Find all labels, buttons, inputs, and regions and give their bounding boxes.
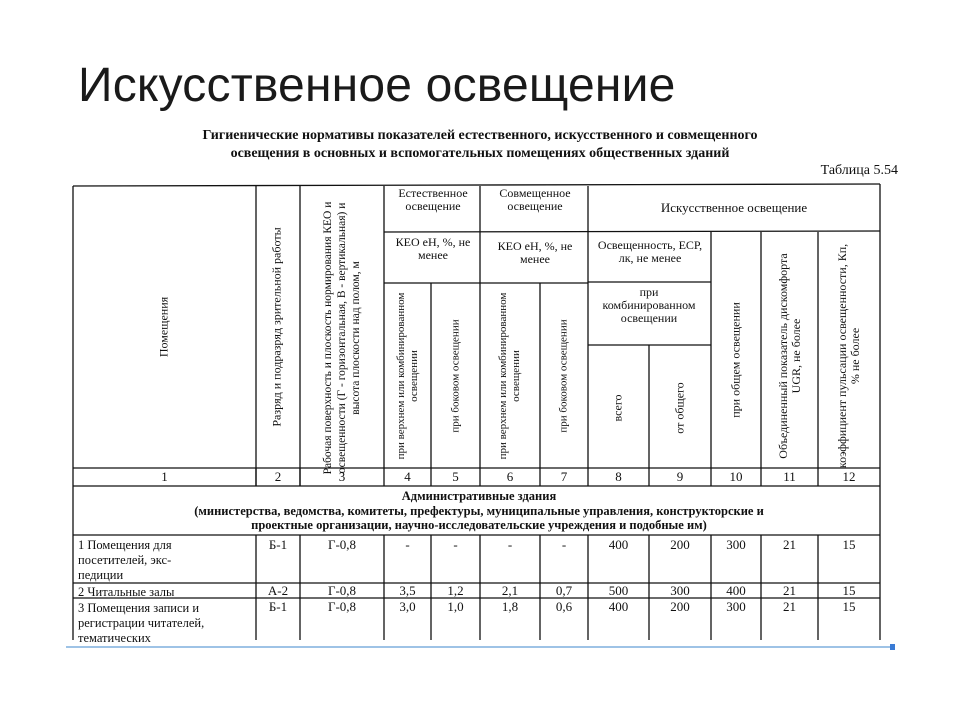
table-cell: А-2 bbox=[267, 583, 289, 598]
header-col12: коэффициент пульсации освещенности, Кп, % не более bbox=[835, 243, 862, 469]
table-cell: 300 bbox=[670, 583, 690, 598]
header-keo-combined: КЕО еН, %, не менее bbox=[497, 239, 573, 266]
header-keo-natural: КЕО еН, %, не менее bbox=[395, 235, 471, 262]
table-cell: 500 bbox=[608, 583, 629, 598]
table-cell: - bbox=[453, 537, 458, 552]
header-col11: Объединенный показатель дискомфорта UGR, не более bbox=[776, 253, 803, 459]
table-cell: 400 bbox=[608, 537, 629, 552]
col-number: 8 bbox=[615, 469, 622, 484]
header-illuminance: Освещенность, ЕСР, лк, не менее bbox=[597, 238, 703, 265]
table-cell: Г-0,8 bbox=[327, 599, 357, 614]
table-cell: - bbox=[507, 537, 513, 552]
row-label-line: 3 Помещения записи и bbox=[78, 601, 200, 615]
table-cell: 1,8 bbox=[501, 599, 519, 614]
header-col9: от общего bbox=[672, 382, 687, 434]
col-number: 7 bbox=[560, 469, 568, 484]
row-label-line: педиции bbox=[78, 568, 124, 582]
row-label-line: посетителей, экс- bbox=[78, 553, 172, 567]
slide-footer-rule bbox=[66, 646, 894, 648]
table-cell: - bbox=[405, 537, 410, 552]
header-work-surface: Рабочая поверхность и плоскость нормирования КЕО и освещенности (Г - горизонтальная, В - вертикальная) и высота плоскости над полом, м bbox=[322, 201, 362, 475]
header-col7: при боковом освещении bbox=[557, 319, 570, 433]
slide-footer-accent bbox=[890, 644, 895, 650]
col-number: 1 bbox=[161, 469, 168, 484]
table-number: Таблица 5.54 bbox=[820, 163, 898, 178]
table-cell: 21 bbox=[783, 537, 796, 552]
section-title: Административные здания bbox=[401, 489, 557, 503]
col-number: 6 bbox=[506, 469, 514, 484]
header-rooms: Помещения bbox=[156, 296, 171, 358]
table-caption-line2: освещения в основных и вспомогательных помещениях общественных зданий bbox=[230, 146, 730, 161]
header-col5: при боковом освещении bbox=[449, 319, 462, 433]
col-number: 10 bbox=[729, 469, 743, 484]
header-combined-lighting: Совмещенное освещение bbox=[499, 186, 571, 213]
col-number: 9 bbox=[676, 469, 684, 484]
col-number: 11 bbox=[783, 469, 796, 484]
col-number: 2 bbox=[274, 469, 282, 484]
table-cell: - bbox=[561, 537, 567, 552]
table-cell: 3,0 bbox=[399, 599, 416, 614]
slide-title: Искусственное освещение bbox=[78, 59, 676, 112]
table-cell: 200 bbox=[670, 599, 690, 614]
section-subtitle-2: проектные организации, научно-исследовательские учреждения и подобные им) bbox=[251, 518, 707, 532]
table-cell: 3,5 bbox=[399, 583, 416, 598]
table-cell: 21 bbox=[783, 583, 796, 598]
col-number: 12 bbox=[842, 469, 856, 484]
row-label-line: 1 Помещения для bbox=[78, 538, 172, 552]
header-artificial-lighting: Искусственное освещение bbox=[660, 200, 808, 215]
header-col6: при верхнем или комбинированном освещении bbox=[497, 292, 522, 460]
table-cell: 300 bbox=[726, 537, 746, 552]
row-label-line: 2 Читальные залы bbox=[78, 585, 175, 599]
table-cell: Б-1 bbox=[268, 537, 288, 552]
table-cell: 15 bbox=[842, 537, 856, 552]
header-col8: всего bbox=[610, 394, 625, 422]
table-cell: 0,7 bbox=[555, 583, 573, 598]
table-caption-line1: Гигиенические нормативы показателей естественного, искусственного и совмещенного bbox=[202, 128, 758, 143]
table-cell: 15 bbox=[842, 583, 856, 598]
header-col4: при верхнем или комбинированном освещении bbox=[395, 292, 420, 460]
header-col10: при общем освещении bbox=[728, 302, 743, 418]
table-cell: 0,6 bbox=[555, 599, 573, 614]
table-cell: 300 bbox=[726, 599, 746, 614]
table-cell: 15 bbox=[842, 599, 856, 614]
table-cell: 21 bbox=[783, 599, 796, 614]
table-cell: 200 bbox=[670, 537, 690, 552]
col-number: 3 bbox=[338, 469, 346, 484]
row-label-line: тематических bbox=[78, 631, 151, 643]
row-label-line: регистрации читателей, bbox=[78, 616, 205, 630]
header-combined-system: при комбинированном освещении bbox=[602, 285, 696, 325]
section-subtitle-1: (министерства, ведомства, комитеты, префектуры, муниципальные управления, конструкторские и bbox=[194, 504, 764, 518]
table-cell: Б-1 bbox=[268, 599, 288, 614]
col-number: 4 bbox=[404, 469, 411, 484]
table-cell: 400 bbox=[726, 583, 746, 598]
table-cell: 1,2 bbox=[447, 583, 464, 598]
table-cell: Г-0,8 bbox=[327, 537, 357, 552]
header-natural-lighting: Естественное освещение bbox=[398, 186, 468, 213]
header-work-category: Разряд и подразряд зрительной работы bbox=[269, 227, 284, 427]
col-number: 5 bbox=[452, 469, 459, 484]
table-cell: 400 bbox=[608, 599, 629, 614]
table-cell: Г-0,8 bbox=[327, 583, 357, 598]
table-cell: 1,0 bbox=[447, 599, 464, 614]
table-cell: 2,1 bbox=[501, 583, 519, 598]
